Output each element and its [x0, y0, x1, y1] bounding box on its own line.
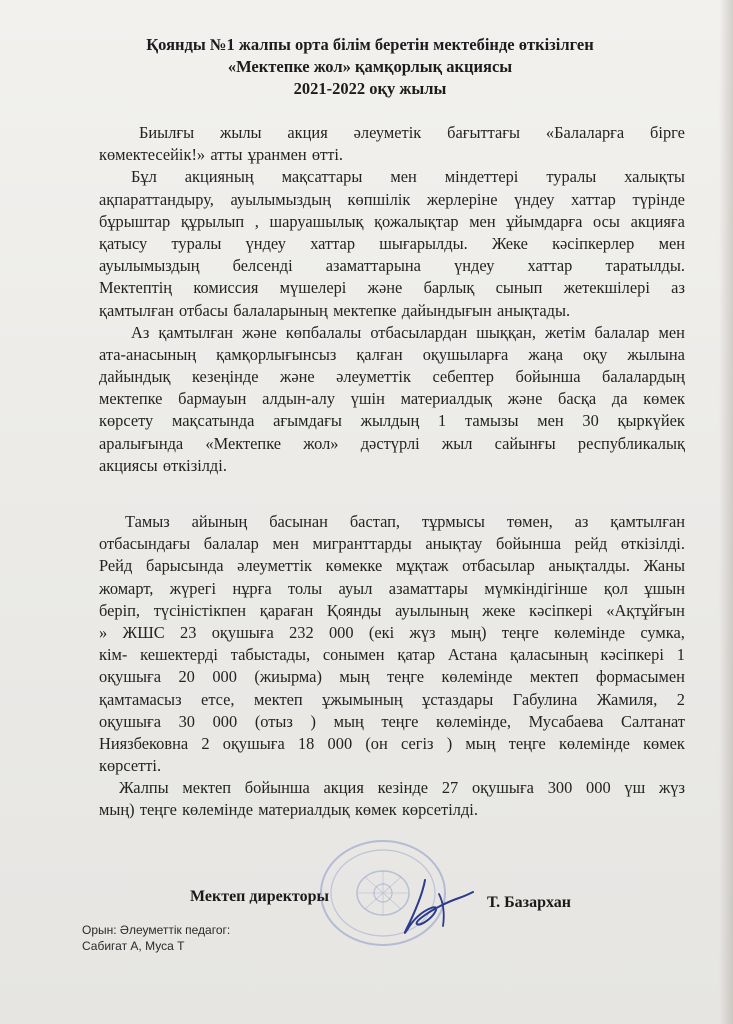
word: қыркүйек	[617, 411, 685, 431]
word: ақпараттандыру,	[99, 189, 214, 209]
word: құрылып	[180, 211, 245, 231]
word: акция	[287, 123, 328, 142]
word: мен	[469, 211, 496, 231]
word: көмек	[643, 733, 685, 753]
word: ата-анасының	[99, 344, 197, 364]
word: мен	[390, 167, 417, 187]
document-title	[60, 34, 680, 100]
word: көлемінде	[182, 800, 254, 820]
text-line	[99, 433, 685, 455]
word: мен	[537, 411, 564, 431]
page-fold-shadow	[719, 0, 733, 1024]
word: теңге	[501, 622, 539, 642]
word: мың	[339, 667, 370, 687]
word: мың)	[99, 800, 135, 820]
word: мақсатында	[172, 411, 255, 431]
word: қаласының	[510, 645, 588, 665]
word: 27	[441, 778, 459, 798]
word: сонымен	[322, 645, 385, 665]
word: республикалық	[577, 433, 685, 453]
word: өтті.	[311, 145, 344, 165]
word: (жиырма)	[254, 667, 322, 687]
word: қараған	[259, 600, 314, 620]
word: көмек	[643, 389, 685, 409]
word: Биылғы	[139, 123, 195, 142]
word: көмектесейік!»	[99, 145, 206, 165]
word: балалар	[594, 322, 650, 342]
word: акция	[323, 778, 364, 798]
paragraph-3	[99, 322, 685, 477]
word: үндеу	[245, 233, 286, 253]
word: көрсетілді.	[401, 800, 478, 820]
word: Жамиля,	[596, 689, 658, 709]
word: оқушыларға	[422, 344, 509, 364]
text-line	[99, 144, 685, 166]
word: балалар	[203, 534, 259, 554]
word: аз	[574, 512, 589, 531]
word: ауылымыздың	[99, 256, 200, 276]
word: басынан	[269, 512, 328, 531]
word: қамтылған	[99, 300, 174, 320]
word: )	[446, 733, 453, 753]
word: (екі	[368, 622, 395, 642]
text-line	[99, 799, 685, 821]
word: түрінде	[632, 189, 685, 209]
text-line	[99, 166, 685, 188]
text-line	[99, 689, 685, 711]
word: мектеп	[529, 667, 579, 687]
executor-line-1: Орын: Әлеуметтік педагог:	[82, 923, 231, 937]
word: барысында	[145, 556, 224, 576]
word: отбасындағы	[99, 534, 191, 554]
word: етсе,	[201, 689, 235, 709]
word: Мектептің	[99, 278, 173, 298]
word: Астана	[447, 645, 498, 665]
word: әлеуметік	[353, 123, 422, 142]
word: кешектерді	[140, 645, 218, 665]
director-signature	[395, 872, 475, 942]
word: табыстады,	[230, 645, 311, 665]
word: қамтамасыз	[99, 689, 182, 709]
word: көлемінде	[441, 667, 513, 687]
word: кәсіпкерлер	[552, 233, 635, 253]
word: Салтанат	[621, 711, 685, 731]
word: ағымдағы	[273, 411, 342, 431]
executor-line-2: Сабигат А, Муса Т	[82, 939, 185, 953]
word: 000	[586, 778, 611, 798]
word: өткізілді.	[620, 534, 685, 554]
word: себептер	[432, 367, 495, 387]
word: әлеуметтік	[237, 556, 312, 576]
word: кәсіпкері	[529, 600, 593, 620]
word: отбасылар	[462, 556, 535, 576]
word: жүз	[658, 778, 685, 798]
word: сегіз	[400, 733, 434, 753]
word: отбасылардан	[370, 322, 468, 342]
word: мүмкіндігінше	[484, 578, 588, 598]
paragraph-5	[99, 777, 685, 821]
word: Қоянды	[326, 600, 382, 620]
text-line	[99, 733, 685, 755]
word: аралығында	[99, 433, 184, 453]
director-name: Т. Базархан	[487, 894, 571, 911]
word: оқушыға	[211, 622, 274, 642]
word: жүз	[409, 622, 436, 642]
word: Ниязбековна	[99, 733, 189, 753]
word: жаңа	[528, 344, 563, 364]
paragraph-2	[99, 166, 685, 321]
word: дайындық	[99, 367, 171, 387]
word: 232	[289, 622, 314, 642]
word: қамтылған	[610, 512, 685, 531]
word: оқу	[582, 344, 608, 364]
word: 30	[178, 711, 195, 731]
word: анықталды.	[548, 556, 630, 576]
word: жол»	[303, 433, 339, 453]
word: және	[280, 367, 315, 387]
word: отбасы	[178, 300, 229, 320]
text-line	[99, 366, 685, 388]
word: ұшын	[644, 578, 685, 598]
word: атты	[210, 145, 243, 165]
text-line	[99, 189, 685, 211]
word: мың)	[450, 622, 487, 642]
word: қатар	[397, 645, 436, 665]
word: акциясы	[99, 455, 158, 475]
text-line	[99, 388, 685, 410]
word: акцияға	[630, 211, 685, 231]
word: кәсіпкері	[600, 645, 664, 665]
word: )	[310, 711, 316, 731]
word: мен	[272, 534, 299, 554]
word: хаттар	[571, 189, 616, 209]
word: теңге	[387, 667, 424, 687]
word: рейд	[574, 534, 608, 554]
text-line	[99, 622, 685, 644]
word: көмекке	[325, 556, 383, 576]
word: кім-	[99, 645, 128, 665]
word: айының	[191, 512, 248, 531]
word: сайынғы	[494, 433, 556, 453]
paragraph-1	[99, 122, 685, 166]
word: 300	[547, 778, 573, 798]
word: мен	[658, 233, 685, 253]
word: акцияның	[184, 167, 254, 187]
word: бастап,	[349, 512, 401, 531]
text-line	[99, 233, 685, 255]
word: жылына	[627, 344, 685, 364]
text-line	[99, 277, 685, 299]
word: көлемінде,	[435, 711, 511, 731]
word: кезеңінде	[192, 367, 259, 387]
word: оқушыға	[222, 733, 285, 753]
word: анықтау	[425, 534, 483, 554]
word: бармауын	[178, 389, 247, 409]
word: белсенді	[232, 256, 293, 276]
word: көлемінде	[554, 622, 626, 642]
word: азаматтары	[388, 578, 468, 598]
word: беріп,	[99, 600, 141, 620]
word: анықтады.	[497, 300, 571, 320]
word: жетекшілері	[563, 278, 650, 298]
word: ауылымыздың	[230, 189, 331, 209]
word: дәстүрлі	[360, 433, 420, 453]
text-line	[99, 322, 685, 344]
word: көлемінде	[558, 733, 630, 753]
paragraph-4	[99, 511, 685, 777]
text-line	[99, 455, 685, 477]
word: туралы	[171, 233, 222, 253]
word: 000	[327, 733, 353, 753]
word: 1	[676, 645, 685, 665]
word: мұқтаж	[395, 556, 449, 576]
word: 18	[297, 733, 315, 753]
word: көпбалалы	[285, 322, 362, 342]
text-line	[99, 344, 685, 366]
text-line	[99, 300, 685, 322]
word: мың	[465, 733, 496, 753]
text-line	[99, 211, 685, 233]
text-line	[99, 711, 685, 733]
word: қол	[603, 578, 628, 598]
word: шыққан,	[476, 322, 536, 342]
word: тамызы	[464, 411, 519, 431]
word: жүрегі	[169, 578, 217, 598]
word: жылы	[220, 123, 262, 142]
word: формасымен	[595, 667, 685, 687]
word: теңге	[139, 800, 177, 820]
word: мектепке	[333, 300, 397, 320]
word: мигранттарды	[312, 534, 412, 554]
word: хаттар	[527, 256, 573, 276]
word: »	[99, 622, 108, 642]
word: жыл	[441, 433, 473, 453]
word: хаттар	[310, 233, 356, 253]
word: үндеу	[514, 189, 555, 209]
word: өткізілді.	[162, 455, 227, 475]
word: туралы	[546, 167, 597, 187]
word: және	[507, 389, 543, 409]
text-line	[99, 755, 685, 777]
word: ЖШС	[122, 622, 165, 642]
word: Аз	[131, 322, 150, 342]
word: жерлеріне	[426, 189, 498, 209]
text-line	[99, 600, 685, 622]
word: 000	[212, 667, 237, 687]
word: материалдық	[258, 800, 350, 820]
word: алдын-алу	[262, 389, 336, 409]
word: «Балаларға	[545, 123, 625, 142]
word: 000	[212, 711, 238, 731]
word: мүшелері	[279, 278, 347, 298]
word: оқушыға	[99, 667, 161, 687]
title-line-1: Қоянды №1 жалпы орта білім беретін мектебінде өткізілген	[146, 35, 594, 54]
word: халықты	[624, 167, 685, 187]
word: көрсетті.	[99, 756, 162, 776]
word: бойынша	[515, 367, 581, 387]
word: ,	[254, 211, 259, 231]
word: 20	[178, 667, 195, 687]
word: ауылының	[395, 600, 469, 620]
word: 2	[201, 733, 210, 753]
word: әлеуметтік	[336, 367, 411, 387]
word: оқушыға	[99, 711, 161, 731]
word: бағыттағы	[447, 123, 521, 142]
word: мектеп	[182, 778, 232, 798]
text-line	[99, 555, 685, 577]
word: үшін	[350, 389, 385, 409]
word: мен	[658, 322, 685, 342]
word: 30	[582, 411, 599, 431]
title-line-2: «Мектепке жол» қамқорлық акциясы	[227, 57, 513, 76]
word: және	[367, 278, 403, 298]
word: үш	[624, 778, 646, 798]
word: ұранмен	[247, 145, 307, 165]
document-body	[99, 122, 685, 822]
word: шаруашылық	[269, 211, 364, 231]
word: толы	[288, 578, 323, 598]
text-line	[99, 255, 685, 277]
word: да	[611, 389, 628, 409]
word: және	[242, 322, 277, 342]
word: жылдың	[360, 411, 420, 431]
word: ұжымының	[322, 689, 403, 709]
word: 2	[676, 689, 685, 709]
director-position: Мектеп директоры	[190, 888, 329, 905]
word: Рейд	[99, 556, 133, 576]
word: қамқорлығынсыз	[216, 344, 337, 364]
title-line-3: 2021-2022 оқу жылы	[293, 79, 447, 98]
word: бірге	[650, 123, 685, 142]
word: бұрыштар	[99, 211, 171, 231]
word: ауыл	[338, 578, 373, 598]
word: аз	[671, 278, 685, 298]
word: теңге	[381, 711, 419, 731]
word: балаларының	[233, 300, 328, 320]
word: мың	[333, 711, 364, 731]
word: (он	[365, 733, 388, 753]
word: азаматтарына	[325, 256, 421, 276]
word: дайындығын	[401, 300, 492, 320]
word: нұрға	[232, 578, 272, 598]
word: мектепке	[99, 389, 163, 409]
text-line	[99, 410, 685, 432]
text-line	[107, 122, 685, 144]
word: Жеке	[491, 233, 528, 253]
word: оқушыға	[471, 778, 534, 798]
word: көрсету	[99, 411, 154, 431]
word: қалған	[356, 344, 403, 364]
word: сумка,	[640, 622, 685, 642]
word: ұстаздары	[422, 689, 494, 709]
word: осы	[593, 211, 620, 231]
word: бойынша	[244, 778, 310, 798]
word: қожалықтар	[374, 211, 459, 231]
word: кезінде	[377, 778, 429, 798]
word: 1	[438, 411, 447, 431]
text-line	[99, 777, 685, 799]
text-line	[99, 533, 685, 555]
word: барлық	[423, 278, 475, 298]
word: «Ақтұйғын	[606, 600, 685, 620]
word: Габулина	[512, 689, 578, 709]
word: 000	[328, 622, 354, 642]
word: міндеттері	[444, 167, 519, 187]
word: балалардың	[602, 367, 685, 387]
word: таратылды.	[605, 256, 685, 276]
word: Бұл	[131, 167, 157, 187]
text-line	[99, 578, 685, 600]
word: сынып	[495, 278, 543, 298]
word: Жалпы	[119, 778, 169, 798]
word: жеке	[482, 600, 516, 620]
word: (отыз	[254, 711, 293, 731]
word: бойынша	[496, 534, 562, 554]
word: 23	[180, 622, 197, 642]
word: комиссия	[193, 278, 259, 298]
word: көмек	[354, 800, 397, 820]
word: төмен,	[506, 512, 553, 531]
word: мектеп	[254, 689, 303, 709]
word: Мусабаева	[528, 711, 604, 731]
word: қамтылған	[158, 322, 234, 342]
word: «Мектепке	[205, 433, 282, 453]
word: мақсаттары	[281, 167, 363, 187]
word: түсіністікпен	[153, 600, 247, 620]
text-line	[99, 644, 685, 666]
word: жомарт,	[99, 578, 154, 598]
word: теңге	[508, 733, 546, 753]
word: материалдық	[400, 389, 493, 409]
word: жетім	[544, 322, 586, 342]
word: шығарылды.	[379, 233, 468, 253]
word: қатысу	[99, 233, 148, 253]
word: үндеу	[454, 256, 495, 276]
executor-block	[82, 922, 230, 954]
word: ұйымдарға	[506, 211, 583, 231]
word: көпшілік	[347, 189, 411, 209]
word: Тамыз	[125, 512, 170, 531]
word: басқа	[558, 389, 597, 409]
text-line	[99, 666, 685, 688]
word: Жаны	[643, 556, 685, 576]
word: тұрмысы	[421, 512, 485, 531]
text-line	[99, 511, 685, 533]
